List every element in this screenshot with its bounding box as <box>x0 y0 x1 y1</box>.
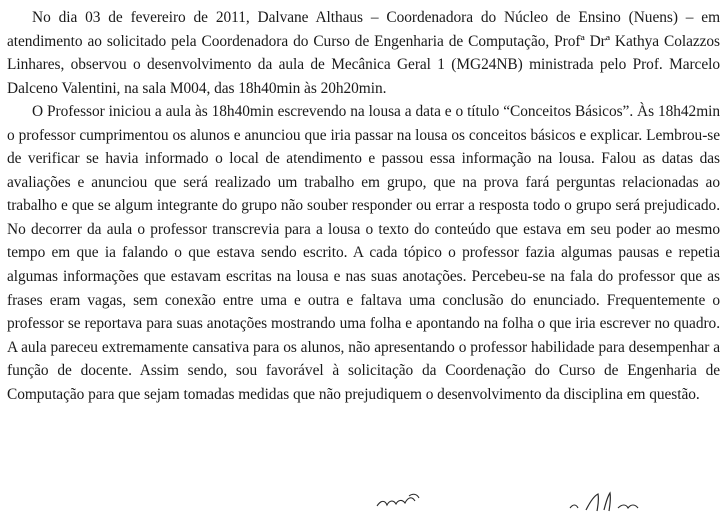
paragraph-intro: No dia 03 de fevereiro de 2011, Dalvane Althaus – Coordenadora do Núcleo de Ensino (Nuens) – em atendimento ao solicitado pela Coordenadora do Curso de Engenharia de Computação, Profª Drª Kathya Colazzos Linhares, observou o desenvolvimento da aula de Mecânica Geral 1 (MG24NB) ministrada pelo Prof. Marcelo Dalceno Valentini, na sala M004, das 18h40min às 20h20min. <box>7 9 720 97</box>
document-body <box>7 6 720 406</box>
handwritten-signature-right <box>568 490 648 512</box>
handwritten-signature-left <box>375 490 425 512</box>
paragraph-observation: O Professor iniciou a aula às 18h40min escrevendo na lousa a data e o título “Conceitos Básicos”. Às 18h42min o professor cumprimentou os alunos e anunciou que iria passar na lousa os conceitos básicos e explicar. Lembrou-se de verificar se havia informado o local de atendimento e passou essa informação na lousa. Falou as datas das avaliações e anunciou que será realizado um trabalho em grupo, que na prova fará perguntas relacionadas ao trabalho e que se algum integrante do grupo não souber responder ou errar a resposta todo o grupo será prejudicado. No decorrer da aula o professor transcrevia para a lousa o texto do conteúdo que estava em seu poder ao mesmo tempo em que ia falando o que estava sendo escrito. A cada tópico o professor fazia algumas pausas e repetia algumas informações que estavam escritas na lousa e nas suas anotações. Percebeu-se na fala do professor que as frases eram vagas, sem conexão entre uma e outra e faltava uma conclusão do enunciado. Frequentemente o professor se reportava para suas anotações mostrando uma folha e apontando na folha o que iria escrever no quadro. A aula pareceu extremamente cansativa para os alunos, não apresentando o professor habilidade para desempenhar a função de docente. Assim sendo, sou favorável à solicitação da Coordenação do Curso de Engenharia de Computação para que sejam tomadas medidas que não prejudiquem o desenvolvimento da disciplina em questão. <box>7 103 720 403</box>
signature-area <box>0 490 727 512</box>
